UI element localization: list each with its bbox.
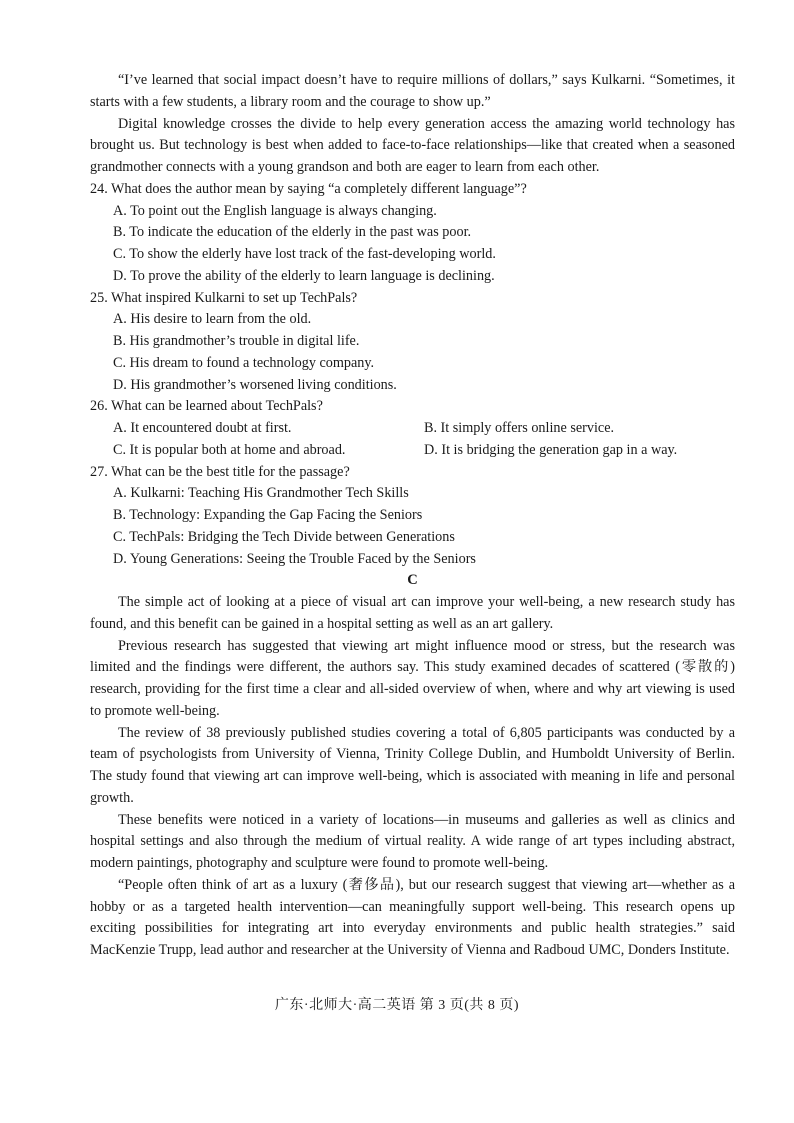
option-c: C. To show the elderly have lost track of the fast-developing world. xyxy=(113,246,496,262)
passage-paragraph: “I’ve learned that social impact doesn’t have to require millions of dollars,” says Kulkarni. “Sometimes, it starts with a few students, a library room and the courage to show up.” xyxy=(90,72,735,110)
option-d: D. His grandmother’s worsened living conditions. xyxy=(113,376,397,393)
option-a: A. To point out the English language is always changing. xyxy=(113,202,437,219)
option-c: C. His dream to found a technology company. xyxy=(113,354,375,371)
question-stem: 27. What can be the best title for the passage? xyxy=(90,463,350,480)
option-d: D. It is bridging the generation gap in a way. xyxy=(424,441,678,458)
option-b: B. Technology: Expanding the Gap Facing the Seniors xyxy=(113,507,423,523)
question-24 xyxy=(90,179,735,288)
question-stem: 26. What can be learned about TechPals? xyxy=(90,398,323,415)
option-b: B. It simply offers online service. xyxy=(424,420,615,436)
passage-paragraph: The simple act of looking at a piece of visual art can improve your well-being, a new research study has found, and this benefit can be gained in a hospital setting as well as an art gallery. xyxy=(90,594,735,632)
option-d: D. To prove the ability of the elderly to learn language is declining. xyxy=(113,267,495,284)
passage-paragraph: These benefits were noticed in a variety of locations—in museums and galleries as well as clinics and hospital settings and also through the medium of virtual reality. A wide range of art types including abstract, modern paintings, photography and sculpture were found to promote well-being. xyxy=(90,811,735,871)
passage-paragraph: Digital knowledge crosses the divide to help every generation access the amazing world technology has brought us. But technology is best when added to face-to-face relationships—like that created when a seasoned grandmother connects with a young grandson and both are eager to learn from each other. xyxy=(90,115,735,175)
option-b: B. His grandmother’s trouble in digital life. xyxy=(113,333,360,349)
option-row xyxy=(113,440,735,462)
exam-page xyxy=(90,70,735,962)
option-a: A. Kulkarni: Teaching His Grandmother Tech Skills xyxy=(113,485,409,502)
section-title: C xyxy=(407,572,418,589)
option-b: B. To indicate the education of the elderly in the past was poor. xyxy=(113,224,472,241)
question-27 xyxy=(90,462,735,571)
option-c: C. It is popular both at home and abroad. xyxy=(113,441,346,458)
option-a: A. It encountered doubt at first. xyxy=(113,420,292,436)
passage-paragraph: Previous research has suggested that viewing art might influence mood or stress, but the research was limited and the findings were different, the authors say. This study examined decades of scattered (零散的) research, providing for the first time a clear and all-sided overview of when, where and why art viewing is used to promote well-being. xyxy=(90,637,735,719)
question-stem: 24. What does the author mean by saying “a completely different language”? xyxy=(90,180,527,197)
question-stem: 25. What inspired Kulkarni to set up TechPals? xyxy=(90,289,358,306)
option-row xyxy=(113,418,735,440)
option-a: A. His desire to learn from the old. xyxy=(113,311,312,328)
question-26 xyxy=(90,396,735,461)
page-footer: 广东·北师大·高二英语 第 3 页(共 8 页) xyxy=(274,998,520,1013)
option-d: D. Young Generations: Seeing the Trouble Faced by the Seniors xyxy=(113,550,476,567)
passage-paragraph: “People often think of art as a luxury (奢侈品), but our research suggest that viewing art—whether as a hobby or as a targeted health intervention—can meaningfully support well-being. This research opens up exciting possibilities for integrating art into everyday environments and public health strategies.” said MacKenzie Trupp, lead author and researcher at the University of Vienna and Radboud UMC, Donders Institute. xyxy=(90,876,735,958)
passage-paragraph: The review of 38 previously published studies covering a total of 6,805 participants was conducted by a team of psychologists from University of Vienna, Trinity College Dublin, and Humboldt University of Berlin. The study found that viewing art can improve well-being, which is associated with meaning in life and personal growth. xyxy=(90,724,735,806)
question-25 xyxy=(90,288,735,397)
option-c: C. TechPals: Bridging the Tech Divide between Generations xyxy=(113,528,455,545)
